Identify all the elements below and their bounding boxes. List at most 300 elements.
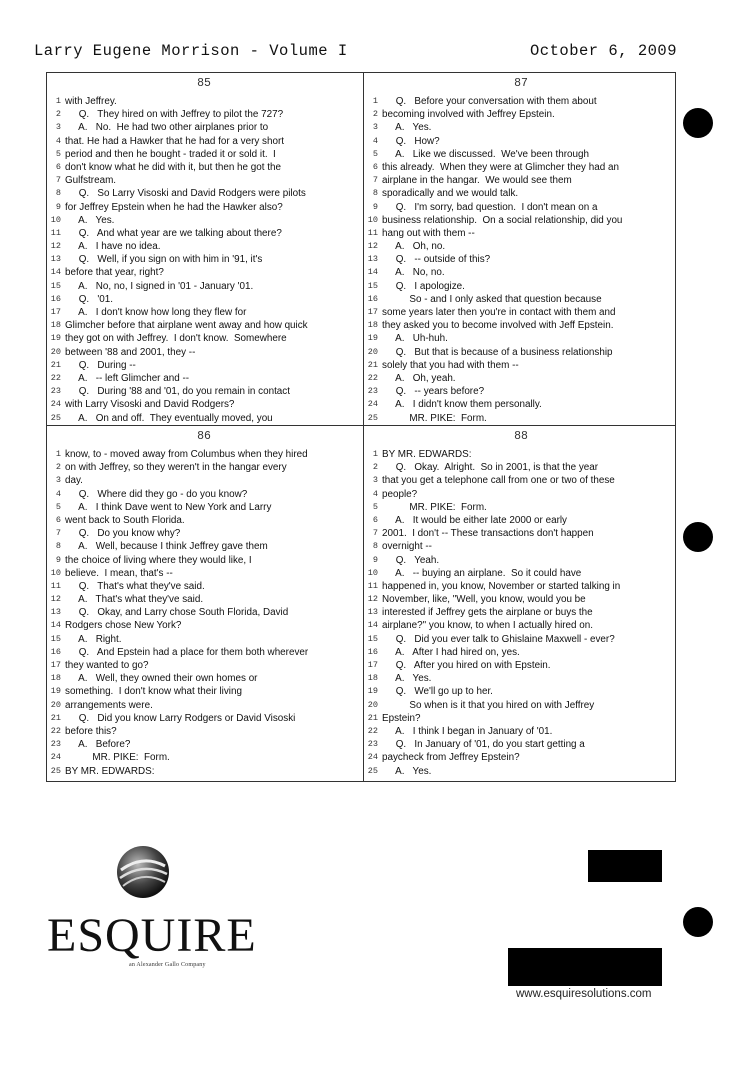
transcript-line: [47, 751, 361, 764]
transcript-line: [47, 372, 361, 385]
line-text: Q. In January of '01, do you start getting a: [382, 739, 585, 751]
transcript-line: [47, 201, 361, 214]
transcript-line: [364, 319, 678, 332]
transcript-line: [47, 385, 361, 398]
transcript-line: [364, 765, 678, 777]
line-number: 11: [367, 580, 378, 591]
line-number: 13: [367, 607, 378, 618]
line-text: A. Yes.: [382, 122, 432, 134]
line-text: believe. I mean, that's --: [65, 567, 173, 579]
transcript-line: [47, 633, 361, 646]
transcript-line: [364, 619, 678, 632]
transcript-line: [364, 280, 678, 293]
line-text: Rodgers chose New York?: [65, 620, 182, 632]
line-text: that. He had a Hawker that he had for a very short: [65, 135, 285, 147]
line-text: So - and I only asked that question because: [382, 293, 602, 305]
line-text: some years later then you're in contact with them and: [382, 307, 616, 318]
transcript-line: [47, 280, 361, 293]
transcript-line: [364, 659, 678, 672]
line-number: 12: [50, 594, 61, 605]
transcript-line: [364, 646, 678, 659]
transcript-line: [364, 738, 678, 751]
line-text: Q. I apologize.: [382, 280, 465, 292]
line-number: 10: [50, 567, 61, 578]
punch-hole: [683, 108, 713, 138]
line-number: 23: [50, 739, 61, 750]
esquire-logo: [47, 840, 257, 1010]
line-number: 15: [367, 633, 378, 644]
transcript-line: [364, 633, 678, 646]
line-number: 24: [50, 752, 61, 763]
line-number: 19: [367, 686, 378, 697]
transcript-line: [47, 187, 361, 200]
line-number: 25: [367, 412, 378, 423]
transcript-line: [364, 488, 678, 501]
line-number: 2: [372, 462, 378, 473]
line-text: went back to South Florida.: [65, 514, 185, 526]
line-number: 18: [50, 320, 61, 331]
line-text: A. I think Dave went to New York and Larry: [65, 501, 272, 513]
redaction-box: [588, 850, 662, 882]
document-header-title: Larry Eugene Morrison - Volume I: [34, 42, 348, 60]
transcript-line: [47, 619, 361, 632]
line-text: overnight --: [382, 541, 432, 553]
line-number: 4: [372, 488, 378, 499]
line-text: A. Right.: [65, 633, 122, 645]
line-number: 21: [367, 712, 378, 723]
line-number: 7: [372, 175, 378, 186]
line-text: A. It would be either late 2000 or early: [382, 514, 567, 526]
transcript-line: [47, 738, 361, 751]
line-number: 9: [372, 554, 378, 565]
line-text: A. -- left Glimcher and --: [65, 372, 190, 384]
line-text: interested if Jeffrey gets the airplane or buys the: [382, 607, 593, 619]
line-text: Q. After you hired on with Epstein.: [382, 660, 551, 671]
punch-hole: [683, 522, 713, 552]
transcript-line: [364, 672, 678, 685]
line-text: Epstein?: [382, 712, 421, 724]
transcript-line: [364, 240, 678, 253]
line-number: 24: [367, 752, 378, 763]
line-text: A. Well, because I think Jeffrey gave them: [65, 541, 268, 553]
transcript-line: [364, 266, 678, 279]
line-text: BY MR. EDWARDS:: [65, 765, 155, 776]
line-number: 20: [50, 699, 61, 710]
line-number: 16: [367, 646, 378, 657]
transcript-line: [364, 540, 678, 553]
transcript-line: [364, 135, 678, 148]
line-number: 8: [55, 541, 61, 552]
line-number: 2: [372, 109, 378, 120]
line-number: 12: [367, 594, 378, 605]
line-number: 7: [55, 528, 61, 539]
transcript-line: [47, 646, 361, 659]
transcript-line: [47, 685, 361, 698]
transcript-line: [364, 554, 678, 567]
page-number: 87: [514, 77, 528, 90]
line-text: hang out with them --: [382, 227, 475, 239]
transcript-line: [47, 148, 361, 161]
line-text: A. -- buying an airplane. So it could have: [382, 567, 582, 579]
page-number: 88: [514, 430, 528, 443]
transcript-line: [364, 501, 678, 514]
transcript-line: [47, 398, 361, 411]
line-text: A. Yes.: [382, 765, 432, 776]
line-number: 22: [50, 372, 61, 383]
transcript-line: [364, 398, 678, 411]
line-number: 23: [50, 386, 61, 397]
transcript-line: [364, 567, 678, 580]
transcript-line: [364, 214, 678, 227]
line-number: 16: [50, 293, 61, 304]
line-number: 15: [50, 280, 61, 291]
line-number: 6: [55, 514, 61, 525]
transcript-line: [47, 108, 361, 121]
transcript-line: [364, 527, 678, 540]
line-number: 5: [55, 148, 61, 159]
transcript-line: [364, 95, 678, 108]
line-number: 4: [55, 488, 61, 499]
line-number: 1: [372, 449, 378, 459]
line-text: A. No. He had two other airplanes prior to: [65, 122, 269, 134]
line-number: 21: [50, 359, 61, 370]
transcript-line: [364, 253, 678, 266]
transcript-line: [364, 174, 678, 187]
transcript-line: [47, 161, 361, 174]
line-text: Q. Well, if you sign on with him in '91, it's: [65, 254, 263, 266]
line-number: 2: [55, 462, 61, 473]
line-number: 18: [50, 673, 61, 684]
line-number: 8: [372, 541, 378, 552]
line-number: 16: [367, 293, 378, 304]
line-number: 10: [367, 214, 378, 225]
line-text: Q. So Larry Visoski and David Rodgers were pilots: [65, 188, 306, 200]
line-text: the choice of living where they would like, I: [65, 554, 252, 566]
line-text: A. No, no, I signed in '01 - January '01.: [65, 280, 254, 292]
line-text: between '88 and 2001, they --: [65, 346, 196, 358]
line-text: Q. Where did they go - do you know?: [65, 488, 248, 500]
line-text: Glimcher before that airplane went away and how quick: [65, 320, 308, 332]
line-text: on with Jeffrey, so they weren't in the hangar every: [65, 462, 287, 474]
transcript-line: [47, 540, 361, 553]
transcript-line: [47, 725, 361, 738]
transcript-line: [47, 501, 361, 514]
line-number: 20: [50, 346, 61, 357]
line-text: they got on with Jeffrey. I don't know. Somewhere: [65, 333, 287, 345]
line-text: A. Yes.: [382, 673, 432, 685]
line-text: Q. That's what they've said.: [65, 580, 205, 592]
line-number: 12: [50, 241, 61, 252]
line-text: November, like, "Well, you know, would you be: [382, 594, 586, 606]
line-number: 3: [372, 475, 378, 486]
line-number: 5: [55, 501, 61, 512]
line-text: Q. They hired on with Jeffrey to pilot the 727?: [65, 109, 284, 121]
line-text: sporadically and we would talk.: [382, 188, 519, 200]
line-number: 19: [50, 686, 61, 697]
line-number: 1: [55, 96, 61, 106]
transcript-page: [364, 426, 678, 776]
line-number: 25: [50, 765, 61, 776]
line-text: know, to - moved away from Columbus when they hired: [65, 449, 308, 460]
transcript-line: [364, 751, 678, 764]
line-number: 12: [367, 241, 378, 252]
line-number: 11: [367, 227, 378, 238]
transcript-line: [364, 148, 678, 161]
line-text: airplane in the hangar. We would see them: [382, 175, 572, 187]
line-number: 13: [50, 254, 61, 265]
line-number: 2: [55, 109, 61, 120]
line-number: 20: [367, 699, 378, 710]
line-number: 24: [367, 399, 378, 410]
transcript-line: [47, 672, 361, 685]
line-number: 19: [50, 333, 61, 344]
line-text: Q. And what year are we talking about there?: [65, 227, 282, 239]
logo-tagline: an Alexander Gallo Company: [129, 962, 206, 968]
transcript-line: [47, 266, 361, 279]
line-text: A. Like we discussed. We've been through: [382, 148, 589, 160]
transcript-line: [364, 606, 678, 619]
line-text: that you get a telephone call from one or two of these: [382, 475, 615, 487]
line-text: happened in, you know, November or started talking in: [382, 580, 621, 592]
line-number: 14: [50, 267, 61, 278]
line-text: day.: [65, 475, 83, 487]
line-number: 14: [50, 620, 61, 631]
line-text: they wanted to go?: [65, 660, 149, 671]
redaction-box: [508, 948, 662, 986]
line-text: So when is it that you hired on with Jeffrey: [382, 699, 595, 711]
transcript-line: [364, 108, 678, 121]
line-text: Q. Did you know Larry Rodgers or David Visoski: [65, 712, 296, 724]
transcript-line: [47, 699, 361, 712]
line-text: business relationship. On a social relationship, did you: [382, 214, 623, 226]
line-number: 17: [50, 307, 61, 317]
transcript-line: [47, 121, 361, 134]
line-text: Q. Okay. Alright. So in 2001, is that the year: [382, 462, 599, 474]
line-number: 21: [367, 359, 378, 370]
transcript-line: [364, 306, 678, 319]
line-text: A. Yes.: [65, 214, 115, 226]
line-text: Q. We'll go up to her.: [382, 686, 493, 698]
line-text: A. No, no.: [382, 267, 445, 279]
line-text: BY MR. EDWARDS:: [382, 449, 472, 460]
line-text: before that year, right?: [65, 267, 164, 279]
line-text: MR. PIKE: Form.: [382, 501, 487, 513]
document-header-date: October 6, 2009: [530, 42, 678, 60]
line-text: solely that you had with them --: [382, 359, 519, 371]
transcript-page: [47, 73, 361, 423]
line-number: 15: [50, 633, 61, 644]
line-number: 7: [372, 528, 378, 539]
line-number: 10: [50, 214, 61, 225]
line-number: 25: [50, 412, 61, 423]
line-number: 22: [367, 725, 378, 736]
line-number: 9: [372, 201, 378, 212]
line-text: Gulfstream.: [65, 175, 117, 187]
line-text: A. Uh-huh.: [382, 333, 448, 345]
line-text: Q. How?: [382, 135, 440, 147]
transcript-line: [364, 121, 678, 134]
line-number: 14: [367, 620, 378, 631]
line-text: Q. Do you know why?: [65, 528, 181, 540]
line-text: before this?: [65, 725, 117, 737]
transcript-line: [47, 593, 361, 606]
line-number: 14: [367, 267, 378, 278]
transcript-line: [47, 659, 361, 672]
line-text: Q. -- years before?: [382, 386, 485, 398]
transcript-line: [47, 461, 361, 474]
transcript-line: [364, 461, 678, 474]
line-text: A. That's what they've said.: [65, 594, 204, 606]
transcript-line: [47, 346, 361, 359]
transcript-line: [364, 385, 678, 398]
line-number: 8: [372, 188, 378, 199]
transcript-line: [47, 174, 361, 187]
line-number: 16: [50, 646, 61, 657]
transcript-line: [47, 332, 361, 345]
line-text: for Jeffrey Epstein when he had the Hawker also?: [65, 201, 283, 213]
line-text: paycheck from Jeffrey Epstein?: [382, 752, 520, 764]
line-text: this already. When they were at Glimcher they had an: [382, 161, 619, 173]
transcript-line: [47, 319, 361, 332]
line-number: 4: [372, 135, 378, 146]
line-text: A. I have no idea.: [65, 241, 161, 253]
line-text: A. Oh, yeah.: [382, 372, 456, 384]
line-number: 6: [55, 161, 61, 172]
transcript-line: [47, 567, 361, 580]
transcript-line: [364, 580, 678, 593]
line-text: people?: [382, 488, 418, 500]
line-text: Q. Yeah.: [382, 554, 440, 566]
line-number: 1: [55, 449, 61, 459]
line-number: 4: [55, 135, 61, 146]
line-number: 20: [367, 346, 378, 357]
transcript-line: [47, 240, 361, 253]
transcript-line: [364, 412, 678, 424]
line-text: A. I don't know how long they flew for: [65, 307, 247, 318]
line-number: 23: [367, 739, 378, 750]
transcript-line: [47, 606, 361, 619]
line-number: 1: [372, 96, 378, 106]
line-text: A. Oh, no.: [382, 241, 446, 253]
transcript-line: [47, 253, 361, 266]
line-text: A. Before?: [65, 739, 131, 751]
line-text: with Jeffrey.: [65, 96, 117, 107]
transcript-line: [364, 161, 678, 174]
line-number: 10: [367, 567, 378, 578]
line-number: 24: [50, 399, 61, 410]
line-text: Q. -- outside of this?: [382, 254, 491, 266]
line-text: A. I think I began in January of '01.: [382, 725, 553, 737]
transcript-line: [47, 95, 361, 108]
line-text: period and then he bought - traded it or sold it. I: [65, 148, 276, 160]
transcript-line: [47, 306, 361, 319]
line-number: 17: [367, 307, 378, 317]
website-link[interactable]: www.esquiresolutions.com: [516, 988, 652, 1000]
line-text: A. I didn't know them personally.: [382, 399, 542, 411]
line-text: Q. And Epstein had a place for them both wherever: [65, 646, 309, 658]
line-text: Q. Did you ever talk to Ghislaine Maxwell - ever?: [382, 633, 615, 645]
line-text: Q. Before your conversation with them about: [382, 96, 597, 107]
line-number: 18: [367, 320, 378, 331]
transcript-line: [47, 135, 361, 148]
transcript-line: [364, 332, 678, 345]
line-text: Q. '01.: [65, 293, 113, 305]
line-text: with Larry Visoski and David Rodgers?: [65, 399, 235, 411]
line-number: 15: [367, 280, 378, 291]
transcript-grid: [46, 72, 676, 782]
transcript-line: [364, 712, 678, 725]
transcript-line: [364, 699, 678, 712]
transcript-line: [364, 227, 678, 240]
line-text: airplane?" you know, to when I actually hired on.: [382, 620, 594, 632]
transcript-line: [47, 514, 361, 527]
transcript-line: [364, 359, 678, 372]
transcript-line: [47, 448, 361, 461]
transcript-line: [47, 488, 361, 501]
line-number: 9: [55, 554, 61, 565]
transcript-line: [364, 293, 678, 306]
line-text: 2001. I don't -- These transactions don't happen: [382, 528, 594, 540]
line-number: 13: [50, 607, 61, 618]
line-number: 9: [55, 201, 61, 212]
line-number: 6: [372, 514, 378, 525]
line-text: Q. I'm sorry, bad question. I don't mean on a: [382, 201, 598, 213]
transcript-line: [47, 412, 361, 424]
transcript-line: [364, 474, 678, 487]
line-number: 5: [372, 501, 378, 512]
transcript-line: [364, 346, 678, 359]
line-number: 22: [50, 725, 61, 736]
line-text: A. Well, they owned their own homes or: [65, 673, 258, 685]
transcript-page: [47, 426, 361, 776]
punch-hole: [683, 907, 713, 937]
line-text: Q. During --: [65, 359, 136, 371]
transcript-line: [47, 227, 361, 240]
line-number: 3: [55, 122, 61, 133]
transcript-line: [47, 712, 361, 725]
transcript-line: [364, 201, 678, 214]
line-number: 25: [367, 765, 378, 776]
transcript-line: [364, 725, 678, 738]
line-text: don't know what he did with it, but then he got the: [65, 161, 281, 173]
line-number: 17: [367, 660, 378, 670]
globe-logo-icon: [111, 840, 175, 904]
transcript-line: [364, 514, 678, 527]
transcript-line: [364, 685, 678, 698]
transcript-line: [47, 474, 361, 487]
line-number: 3: [372, 122, 378, 133]
line-number: 11: [50, 580, 61, 591]
line-text: becoming involved with Jeffrey Epstein.: [382, 109, 555, 121]
line-text: something. I don't know what their living: [65, 686, 242, 698]
transcript-line: [47, 765, 361, 777]
line-number: 18: [367, 673, 378, 684]
line-text: MR. PIKE: Form.: [382, 412, 487, 423]
transcript-line: [364, 593, 678, 606]
line-number: 23: [367, 386, 378, 397]
page-number: 86: [197, 430, 211, 443]
line-number: 7: [55, 175, 61, 186]
transcript-line: [364, 448, 678, 461]
transcript-line: [364, 372, 678, 385]
transcript-line: [47, 359, 361, 372]
line-number: 8: [55, 188, 61, 199]
line-text: Q. Okay, and Larry chose South Florida, David: [65, 607, 289, 619]
line-text: MR. PIKE: Form.: [65, 752, 170, 764]
line-text: A. After I had hired on, yes.: [382, 646, 520, 658]
line-number: 21: [50, 712, 61, 723]
line-number: 22: [367, 372, 378, 383]
